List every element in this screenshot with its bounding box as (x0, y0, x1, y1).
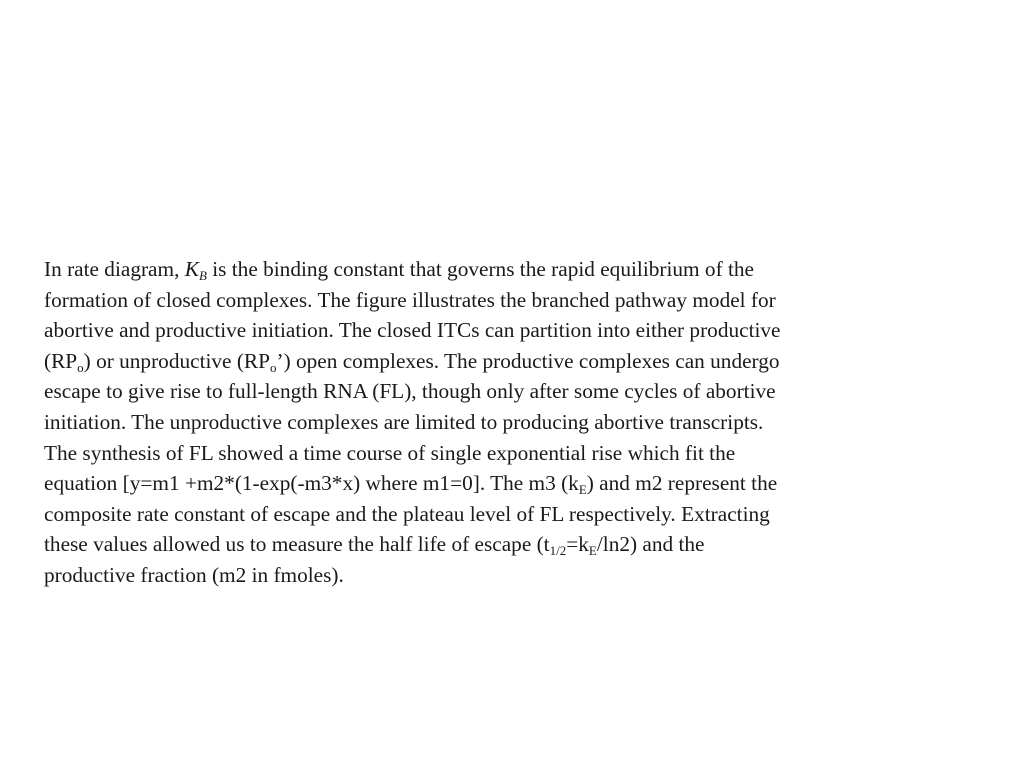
text-line-4: $(RP_o)$ or unproductive $(RP_o’)$ open complexes. The productive complexes can undergo (44, 348, 780, 375)
text-line-1: In rate diagram, $K_B$ is the binding constant that governs the rapid equilibrium of the (44, 257, 755, 283)
text-line-9: composite rate constant of escape and the plateau level of FL respectively. Extracting (44, 501, 770, 526)
text-line-3: abortive and productive initiation. The closed ITCs can partition into either productive (44, 318, 781, 343)
text-line-10: these values allowed us to measure the half life of escape $(t_{1/2}=k_E/\ln 2)$ and the (44, 532, 705, 559)
text-line-5: escape to give rise to full-length RNA (FL), though only after some cycles of abortive (44, 379, 776, 404)
kb-symbol: $K_B$ (184, 257, 207, 283)
text-line-7: The synthesis of FL showed a time course of single exponential rise which fit the (44, 440, 736, 465)
text-line-11: productive fraction (m2 in fmoles). (44, 562, 344, 587)
text-line-8: equation [y=m1 +m2*(1-exp(-m3*x) where m1=0]. The m3 $(k_E)$ and m2 represent the (44, 471, 778, 498)
text-line-2: formation of closed complexes. The figure illustrates the branched pathway model for (44, 287, 776, 312)
body-paragraph (44, 254, 914, 591)
text-line-6: initiation. The unproductive complexes are limited to producing abortive transcripts. (44, 409, 764, 434)
